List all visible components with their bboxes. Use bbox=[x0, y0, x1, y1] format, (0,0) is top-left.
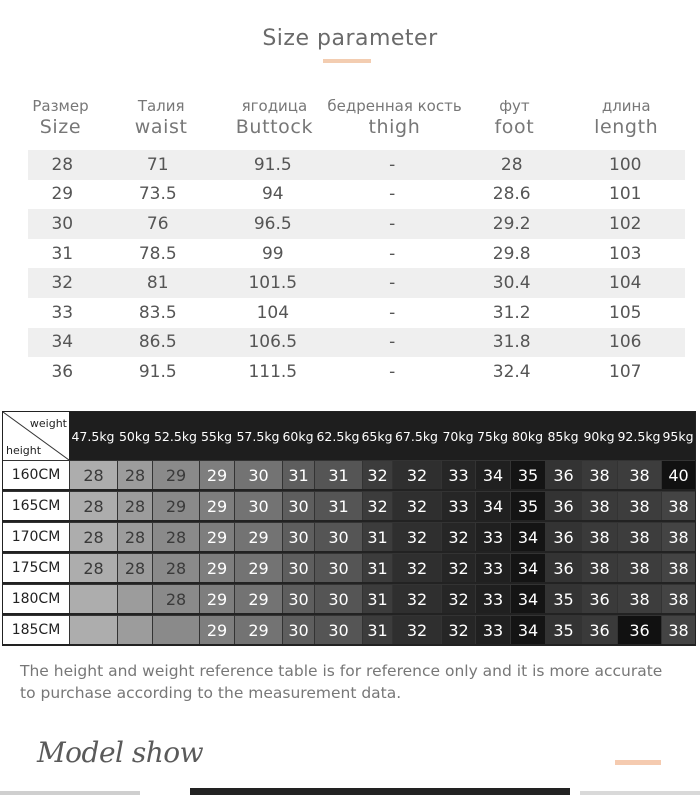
size-cell: 36 bbox=[545, 553, 581, 582]
table-cell: - bbox=[389, 332, 396, 353]
size-cell: 32 bbox=[441, 584, 475, 613]
size-cell: 34 bbox=[475, 460, 510, 489]
table-row bbox=[28, 298, 685, 328]
size-table-body bbox=[28, 150, 685, 387]
size-cell: 38 bbox=[617, 522, 661, 551]
table-cell: 76 bbox=[146, 213, 169, 234]
size-cell: 38 bbox=[617, 584, 661, 613]
size-cell: 38 bbox=[581, 491, 617, 520]
table-cell: 106 bbox=[609, 332, 642, 353]
height-row bbox=[3, 522, 695, 551]
size-cell: 38 bbox=[617, 553, 661, 582]
size-cell: 30 bbox=[314, 522, 362, 551]
size-cell: 30 bbox=[314, 584, 362, 613]
table-cell: 29.2 bbox=[492, 213, 531, 234]
table-cell: 101.5 bbox=[248, 273, 298, 294]
size-cell: 31 bbox=[282, 460, 314, 489]
table-cell: 28 bbox=[500, 154, 523, 175]
table-cell: 107 bbox=[609, 361, 642, 382]
table-cell: - bbox=[389, 213, 396, 234]
table-cell: 31 bbox=[51, 243, 74, 264]
size-cell: 31 bbox=[362, 584, 392, 613]
size-cell: 28 bbox=[69, 522, 117, 551]
size-cell: 36 bbox=[581, 584, 617, 613]
size-cell: 28 bbox=[152, 553, 199, 582]
size-cell: 28 bbox=[69, 460, 117, 489]
header-en: thigh bbox=[368, 116, 421, 138]
size-cell: 33 bbox=[441, 491, 475, 520]
size-cell: 29 bbox=[152, 491, 199, 520]
reference-note: The height and weight reference table is for reference only and it is more accurate to purchase according to the measurement data. bbox=[20, 662, 663, 702]
size-cell: 28 bbox=[69, 491, 117, 520]
size-cell: 29 bbox=[234, 553, 282, 582]
size-cell: 38 bbox=[617, 491, 661, 520]
weight-header-cell: 62.5kg bbox=[316, 428, 360, 444]
weight-header-cell: 92.5kg bbox=[617, 428, 661, 444]
corner-weight-label: weight bbox=[29, 417, 67, 430]
table-cell: 99 bbox=[261, 243, 284, 264]
size-cell bbox=[69, 615, 117, 644]
size-cell bbox=[69, 584, 117, 613]
size-cell: 29 bbox=[199, 553, 234, 582]
size-cell: 31 bbox=[314, 460, 362, 489]
table-cell: - bbox=[389, 154, 396, 175]
table-cell: 102 bbox=[609, 213, 642, 234]
size-cell: 32 bbox=[392, 491, 441, 520]
table-cell: 30 bbox=[51, 213, 74, 234]
size-cell: 33 bbox=[475, 615, 510, 644]
size-cell: 30 bbox=[314, 615, 362, 644]
height-label: 175CM bbox=[3, 553, 69, 582]
size-cell: 38 bbox=[581, 460, 617, 489]
size-header-col bbox=[567, 97, 685, 139]
table-cell: 32.4 bbox=[492, 361, 531, 382]
size-cell: 32 bbox=[392, 615, 441, 644]
header-ru: длина bbox=[601, 97, 651, 115]
table-row bbox=[28, 180, 685, 210]
weight-header-cell: 50kg bbox=[118, 428, 151, 444]
table-cell: 103 bbox=[609, 243, 642, 264]
height-label: 185CM bbox=[3, 615, 69, 644]
size-cell: 36 bbox=[617, 615, 661, 644]
model-show-title: Model show bbox=[37, 736, 204, 769]
table-cell: 78.5 bbox=[138, 243, 177, 264]
size-cell: 28 bbox=[152, 522, 199, 551]
size-cell bbox=[152, 615, 199, 644]
size-cell: 29 bbox=[199, 584, 234, 613]
size-cell: 38 bbox=[661, 522, 695, 551]
size-cell: 35 bbox=[510, 491, 545, 520]
height-row bbox=[3, 553, 695, 582]
size-cell: 32 bbox=[392, 460, 441, 489]
table-cell: 28 bbox=[51, 154, 74, 175]
size-cell: 33 bbox=[475, 584, 510, 613]
table-row bbox=[28, 150, 685, 180]
size-cell: 34 bbox=[510, 584, 545, 613]
table-row bbox=[28, 239, 685, 269]
size-cell: 35 bbox=[510, 460, 545, 489]
size-cell: 29 bbox=[234, 522, 282, 551]
height-label: 180CM bbox=[3, 584, 69, 613]
size-header-col bbox=[327, 97, 461, 139]
size-cell: 34 bbox=[510, 553, 545, 582]
header-en: Size bbox=[39, 116, 82, 138]
height-row bbox=[3, 615, 695, 644]
weight-header-cell: 67.5kg bbox=[394, 428, 438, 444]
size-cell: 30 bbox=[282, 522, 314, 551]
table-cell: - bbox=[389, 302, 396, 323]
size-cell: 33 bbox=[475, 522, 510, 551]
table-cell: 28.6 bbox=[492, 184, 531, 205]
header-ru: ягодица bbox=[241, 97, 308, 115]
size-cell: 29 bbox=[234, 584, 282, 613]
table-cell: 104 bbox=[609, 273, 642, 294]
weight-header-cell: 65kg bbox=[361, 428, 393, 444]
photo-edge-right bbox=[580, 791, 700, 795]
table-cell: - bbox=[389, 361, 396, 382]
table-row bbox=[28, 209, 685, 239]
table-cell: 31.2 bbox=[492, 302, 531, 323]
size-cell: 32 bbox=[362, 491, 392, 520]
size-cell: 34 bbox=[475, 491, 510, 520]
model-show-accent bbox=[615, 760, 661, 765]
weight-header-cell: 90kg bbox=[583, 428, 615, 444]
size-cell: 33 bbox=[475, 553, 510, 582]
size-cell: 34 bbox=[510, 615, 545, 644]
header-ru: Размер bbox=[32, 97, 89, 115]
height-row bbox=[3, 584, 695, 613]
header-ru: фут bbox=[499, 97, 530, 115]
table-cell: 105 bbox=[609, 302, 642, 323]
title-underline bbox=[323, 59, 371, 63]
size-cell: 36 bbox=[545, 522, 581, 551]
table-cell: 111.5 bbox=[248, 361, 298, 382]
size-cell: 34 bbox=[510, 522, 545, 551]
photo-edge-left bbox=[0, 791, 140, 795]
size-cell: 29 bbox=[234, 615, 282, 644]
table-cell: 73.5 bbox=[138, 184, 177, 205]
header-en: foot bbox=[494, 116, 535, 138]
size-cell: 38 bbox=[661, 584, 695, 613]
table-cell: - bbox=[389, 184, 396, 205]
size-cell: 28 bbox=[117, 491, 152, 520]
size-cell: 36 bbox=[545, 491, 581, 520]
size-cell: 35 bbox=[545, 615, 581, 644]
weight-header-cell: 47.5kg bbox=[71, 428, 115, 444]
weight-header-cell: 75kg bbox=[476, 428, 509, 444]
size-cell: 32 bbox=[392, 584, 441, 613]
table-cell: 104 bbox=[256, 302, 290, 323]
size-cell: 38 bbox=[581, 553, 617, 582]
header-en: length bbox=[594, 116, 659, 138]
table-cell: 106.5 bbox=[248, 332, 298, 353]
photo-edge-center bbox=[190, 788, 570, 795]
table-cell: 30.4 bbox=[492, 273, 531, 294]
size-cell: 36 bbox=[581, 615, 617, 644]
size-cell: 38 bbox=[661, 615, 695, 644]
table-row bbox=[28, 328, 685, 358]
size-cell: 28 bbox=[117, 522, 152, 551]
size-cell: 30 bbox=[314, 553, 362, 582]
size-cell: 30 bbox=[234, 491, 282, 520]
table-cell: 94 bbox=[261, 184, 284, 205]
size-cell: 32 bbox=[362, 460, 392, 489]
size-cell: 38 bbox=[661, 491, 695, 520]
weight-header-cell: 70kg bbox=[442, 428, 474, 444]
table-cell: 100 bbox=[609, 154, 642, 175]
size-cell: 38 bbox=[617, 460, 661, 489]
size-cell: 38 bbox=[661, 553, 695, 582]
size-cell: 28 bbox=[152, 584, 199, 613]
size-cell: 29 bbox=[152, 460, 199, 489]
size-header-col bbox=[461, 97, 567, 139]
size-header-col bbox=[20, 97, 101, 139]
corner-height-label: height bbox=[6, 444, 42, 457]
size-cell: 32 bbox=[392, 553, 441, 582]
height-weight-table bbox=[2, 411, 696, 646]
table-cell: 29 bbox=[51, 184, 74, 205]
table-cell: 96.5 bbox=[253, 213, 292, 234]
size-cell: 31 bbox=[362, 522, 392, 551]
height-row bbox=[3, 460, 695, 489]
size-cell: 29 bbox=[199, 491, 234, 520]
size-cell: 30 bbox=[282, 491, 314, 520]
size-cell: 30 bbox=[282, 553, 314, 582]
size-cell: 29 bbox=[199, 460, 234, 489]
size-cell: 33 bbox=[441, 460, 475, 489]
weight-header-row bbox=[3, 412, 695, 460]
table-cell: - bbox=[389, 273, 396, 294]
model-photo-strip bbox=[0, 788, 700, 795]
height-label: 170CM bbox=[3, 522, 69, 551]
header-ru: Талия bbox=[137, 97, 185, 115]
size-cell: 30 bbox=[282, 615, 314, 644]
table-cell: 34 bbox=[51, 332, 74, 353]
size-cell: 29 bbox=[199, 615, 234, 644]
weight-header-cell: 85kg bbox=[547, 428, 579, 444]
height-row bbox=[3, 491, 695, 520]
size-cell: 29 bbox=[199, 522, 234, 551]
size-cell: 31 bbox=[362, 615, 392, 644]
height-label: 165CM bbox=[3, 491, 69, 520]
size-header-col bbox=[221, 97, 327, 139]
table-row bbox=[28, 357, 685, 387]
table-cell: 71 bbox=[146, 154, 169, 175]
size-cell: 36 bbox=[545, 460, 581, 489]
weight-header-cell: 60kg bbox=[282, 428, 314, 444]
size-cell: 31 bbox=[314, 491, 362, 520]
size-header-col bbox=[101, 97, 221, 139]
height-label: 160CM bbox=[3, 460, 69, 489]
table-cell: 86.5 bbox=[138, 332, 177, 353]
weight-header-cell: 57.5kg bbox=[236, 428, 280, 444]
size-cell: 38 bbox=[581, 522, 617, 551]
header-en: Buttock bbox=[235, 116, 314, 138]
table-cell: 29.8 bbox=[492, 243, 531, 264]
weight-header-cell: 95kg bbox=[662, 428, 694, 444]
size-cell: 32 bbox=[441, 615, 475, 644]
size-cell: 32 bbox=[441, 522, 475, 551]
size-cell: 35 bbox=[545, 584, 581, 613]
table-cell: 31.8 bbox=[492, 332, 531, 353]
size-cell: 31 bbox=[362, 553, 392, 582]
size-cell bbox=[117, 584, 152, 613]
size-table-header bbox=[20, 97, 685, 139]
header-en: waist bbox=[134, 116, 188, 138]
table-cell: 33 bbox=[51, 302, 74, 323]
size-cell: 40 bbox=[661, 460, 695, 489]
weight-header-cell: 52.5kg bbox=[153, 428, 197, 444]
table-corner bbox=[3, 412, 69, 460]
size-cell bbox=[117, 615, 152, 644]
table-cell: - bbox=[389, 243, 396, 264]
weight-header-cell: 55kg bbox=[200, 428, 233, 444]
size-cell: 28 bbox=[69, 553, 117, 582]
table-cell: 91.5 bbox=[253, 154, 292, 175]
weight-header-cell: 80kg bbox=[511, 428, 544, 444]
size-cell: 30 bbox=[234, 460, 282, 489]
table-cell: 32 bbox=[51, 273, 74, 294]
size-cell: 28 bbox=[117, 553, 152, 582]
section-title: Size parameter bbox=[262, 26, 438, 51]
table-cell: 91.5 bbox=[138, 361, 177, 382]
size-cell: 28 bbox=[117, 460, 152, 489]
table-cell: 36 bbox=[51, 361, 74, 382]
size-cell: 32 bbox=[441, 553, 475, 582]
size-cell: 32 bbox=[392, 522, 441, 551]
table-cell: 81 bbox=[146, 273, 169, 294]
table-row bbox=[28, 268, 685, 298]
size-cell: 30 bbox=[282, 584, 314, 613]
table-cell: 101 bbox=[609, 184, 642, 205]
table-cell: 83.5 bbox=[138, 302, 177, 323]
header-ru: бедренная кость bbox=[327, 97, 462, 115]
